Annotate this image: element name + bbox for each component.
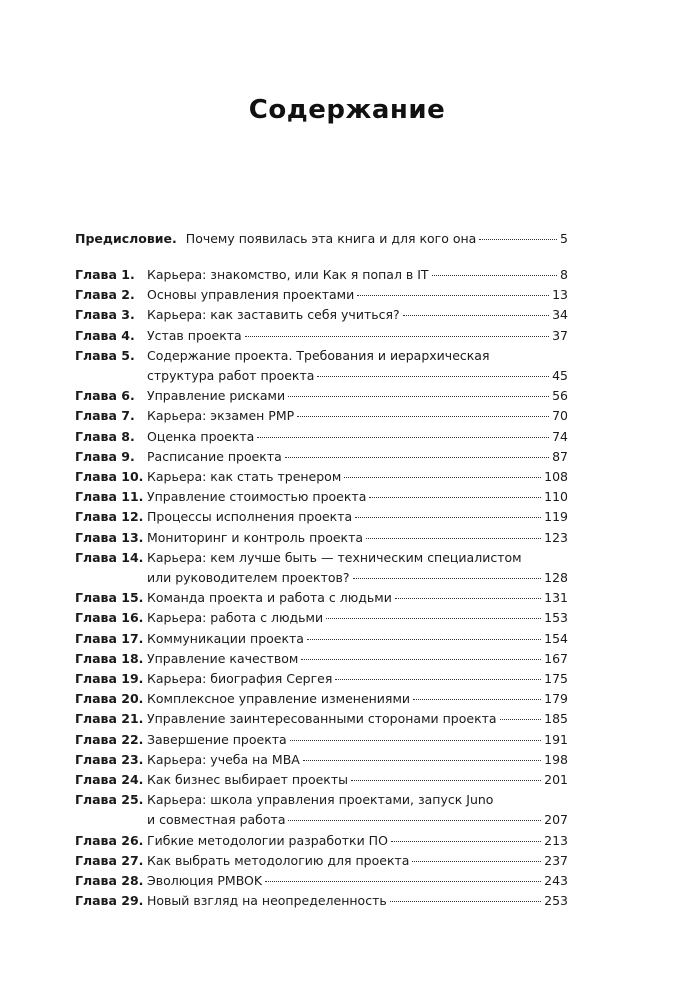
table-of-contents [75,229,568,911]
dot-leader [326,618,541,619]
toc-chapter-entry[interactable] [75,447,568,467]
dot-leader [353,578,542,579]
chapter-label: Глава 22. [75,731,144,747]
chapter-label: Глава 19. [75,671,144,686]
dot-leader [403,315,549,316]
chapter-title-row [147,831,568,851]
chapter-title-block [147,750,568,770]
dot-leader [366,538,541,539]
toc-chapter-entry[interactable] [75,467,568,487]
toc-chapter-entry[interactable] [75,386,568,406]
chapter-title: Команда проекта и работа с людьми [147,590,392,606]
chapter-title-row [147,871,568,891]
chapter-title-block [147,709,568,729]
chapter-title-row [147,346,568,366]
chapter-page-number: 201 [544,772,568,788]
chapter-title-block [147,770,568,790]
chapter-title-block [147,588,568,608]
chapter-title-block [147,447,568,467]
chapter-title: и совместная работа [147,812,286,828]
toc-chapter-entry[interactable] [75,406,568,426]
chapter-label: Глава 6. [75,388,135,404]
chapter-list [75,265,568,911]
toc-chapter-entry[interactable] [75,871,568,891]
chapter-title-row [147,528,568,548]
chapter-page-number: 70 [552,408,568,424]
toc-chapter-entry[interactable] [75,851,568,871]
chapter-title-block [147,790,568,830]
chapter-title-row [147,487,568,507]
chapter-title-block [147,730,568,750]
chapter-title-block [147,507,568,527]
chapter-title: Карьера: знакомство, или Как я попал в IT [147,267,429,282]
toc-chapter-entry[interactable] [75,285,568,305]
chapter-title-row [147,568,568,588]
dot-leader [288,820,541,821]
chapter-title: структура работ проекта [147,368,315,383]
chapter-title-row [147,709,568,729]
chapter-title: Карьера: экзамен PMP [147,408,295,424]
chapter-title-block [147,305,568,325]
chapter-page-number: 185 [544,711,568,727]
dot-leader [245,336,549,337]
chapter-page-number: 56 [552,388,568,404]
dot-leader [301,659,541,660]
chapter-page-number: 13 [552,287,568,303]
chapter-title-block [147,406,568,426]
toc-chapter-entry[interactable] [75,608,568,628]
dot-leader [432,275,557,276]
dot-leader [317,376,549,377]
chapter-label: Глава 7. [75,408,135,424]
page-title: Содержание [248,95,446,125]
toc-chapter-entry[interactable] [75,730,568,750]
chapter-title-block [147,629,568,649]
chapter-page-number: 110 [544,489,568,505]
chapter-label: Глава 26. [75,832,144,848]
chapter-page-number: 191 [544,731,568,747]
toc-chapter-entry[interactable] [75,750,568,770]
dot-leader [355,517,541,518]
chapter-title-block [147,265,568,285]
chapter-title: Карьера: кем лучше быть — техническим специалистом [147,549,522,565]
chapter-title: Процессы исполнения проекта [147,509,353,525]
chapter-title: Как бизнес выбирает проекты [147,772,349,788]
chapter-label: Глава 15. [75,590,144,606]
chapter-label: Глава 24. [75,772,144,788]
chapter-title-row [147,629,568,649]
chapter-title: Управление качеством [147,650,299,666]
chapter-label: Глава 12. [75,509,144,525]
chapter-title-block [147,346,568,386]
chapter-title-row [147,851,568,871]
toc-chapter-entry[interactable] [75,770,568,790]
chapter-title-block [147,427,568,447]
chapter-label: Глава 25. [75,792,144,808]
chapter-title: Новый взгляд на неопределенность [147,893,387,909]
chapter-title-row [147,427,568,447]
chapter-label: Глава 20. [75,691,144,707]
chapter-page-number: 213 [544,832,568,848]
chapter-title: Карьера: как заставить себя учиться? [147,307,400,323]
chapter-title: Управление стоимостью проекта [147,489,367,505]
toc-chapter-entry[interactable] [75,548,568,588]
chapter-title: Завершение проекта [147,731,287,747]
chapter-label: Глава 1. [75,267,135,282]
chapter-label: Глава 4. [75,327,135,343]
chapter-title-row [147,447,568,467]
chapter-page-number: 237 [544,852,568,868]
chapter-page-number: 179 [544,691,568,707]
toc-chapter-entry[interactable] [75,689,568,709]
chapter-title: Гибкие методологии разработки ПО [147,832,388,848]
dot-leader [395,598,541,599]
toc-preface-entry[interactable] [75,229,568,251]
chapter-title: Управление рисками [147,388,286,404]
chapter-title: Эволюция PMBOK [147,873,263,888]
chapter-title-block [147,649,568,669]
chapter-title-block [147,891,568,911]
toc-chapter-entry[interactable] [75,305,568,325]
chapter-title: Карьера: биография Сергея [147,671,333,686]
chapter-title-block [147,528,568,548]
toc-chapter-entry[interactable] [75,265,568,285]
chapter-label: Глава 27. [75,852,144,868]
chapter-title-block [147,608,568,628]
chapter-title-block [147,669,568,689]
toc-chapter-entry[interactable] [75,507,568,527]
chapter-label: Глава 11. [75,489,144,505]
chapter-label: Глава 10. [75,469,144,484]
toc-chapter-entry[interactable] [75,487,568,507]
chapter-label: Глава 18. [75,650,144,666]
chapter-title-row [147,689,568,709]
chapter-page-number: 34 [552,307,568,323]
chapter-title-row [147,326,568,346]
toc-chapter-entry[interactable] [75,588,568,608]
chapter-label: Глава 29. [75,893,144,909]
chapter-page-number: 108 [544,469,568,484]
dot-leader [307,639,541,640]
chapter-title-block [147,285,568,305]
chapter-page-number: 123 [544,529,568,545]
preface-title: Почему появилась эта книга и для кого она [185,231,477,246]
chapter-title-row [147,386,568,406]
toc-chapter-entry[interactable] [75,891,568,911]
dot-leader [297,416,549,417]
chapter-label: Глава 28. [75,873,144,888]
dot-leader [335,679,541,680]
toc-chapter-entry[interactable] [75,831,568,851]
chapter-page-number: 45 [552,368,568,383]
chapter-page-number: 253 [544,893,568,909]
chapter-page-number: 198 [544,751,568,767]
chapter-title-row [147,891,568,911]
dot-leader [413,699,541,700]
dot-leader [391,841,541,842]
dot-leader [500,719,542,720]
chapter-title: Карьера: работа с людьми [147,610,324,626]
chapter-title-row [147,750,568,770]
toc-chapter-entry[interactable] [75,629,568,649]
chapter-title-block [147,548,568,588]
toc-chapter-entry[interactable] [75,528,568,548]
chapter-title-row [147,669,568,689]
chapter-title-row [147,285,568,305]
chapter-label: Глава 5. [75,347,135,363]
chapter-label: Глава 2. [75,287,135,303]
chapter-title: Расписание проекта [147,448,282,464]
chapter-title-row [147,406,568,426]
chapter-title: Комплексное управление изменениями [147,691,411,707]
chapter-label: Глава 16. [75,610,144,626]
chapter-title-block [147,467,568,487]
toc-chapter-entry[interactable] [75,709,568,729]
chapter-title-row [147,305,568,325]
chapter-title-row [147,265,568,285]
chapter-title: Коммуникации проекта [147,630,304,646]
chapter-label: Глава 17. [75,630,144,646]
chapter-page-number: 131 [544,590,568,606]
chapter-label: Глава 21. [75,711,144,727]
toc-chapter-entry[interactable] [75,669,568,689]
chapter-title-row [147,548,568,568]
toc-chapter-entry[interactable] [75,790,568,830]
dot-leader [357,295,549,296]
chapter-title-row [147,366,568,386]
chapter-title: Как выбрать методологию для проекта [147,852,410,868]
chapter-title-block [147,689,568,709]
chapter-title-block [147,851,568,871]
preface-page-number: 5 [560,231,568,246]
dot-leader [369,497,541,498]
chapter-title-block [147,386,568,406]
chapter-title-block [147,487,568,507]
dot-leader [479,239,557,240]
dot-leader [265,881,541,882]
chapter-title: Карьера: школа управления проектами, запуск Juno [147,792,494,808]
chapter-title: Основы управления проектами [147,287,355,303]
chapter-title: Карьера: как стать тренером [147,469,342,484]
chapter-page-number: 128 [544,570,568,585]
chapter-title-row [147,608,568,628]
preface-label: Предисловие. [75,231,177,246]
chapter-page-number: 175 [544,671,568,686]
chapter-label: Глава 8. [75,428,135,444]
chapter-title-row [147,507,568,527]
chapter-title-row [147,588,568,608]
dot-leader [285,457,549,458]
dot-leader [290,740,541,741]
dot-leader [344,477,541,478]
chapter-title-row [147,467,568,487]
chapter-title-row [147,810,568,830]
dot-leader [257,437,549,438]
chapter-title-row [147,730,568,750]
chapter-title: Устав проекта [147,327,242,343]
chapter-title-row [147,770,568,790]
chapter-page-number: 119 [544,509,568,525]
chapter-page-number: 243 [544,873,568,888]
chapter-title: Карьера: учеба на MBA [147,751,300,767]
dot-leader [288,396,549,397]
chapter-page-number: 207 [544,812,568,828]
chapter-page-number: 37 [552,327,568,343]
chapter-title-row [147,649,568,669]
chapter-title: или руководителем проектов? [147,570,350,585]
chapter-label: Глава 3. [75,307,135,323]
chapter-label: Глава 14. [75,549,144,565]
dot-leader [351,780,541,781]
chapter-title-block [147,871,568,891]
toc-chapter-entry[interactable] [75,326,568,346]
chapter-title: Содержание проекта. Требования и иерархическая [147,347,490,363]
chapter-page-number: 153 [544,610,568,626]
chapter-page-number: 167 [544,650,568,666]
toc-chapter-entry[interactable] [75,649,568,669]
chapter-page-number: 8 [560,267,568,282]
chapter-page-number: 74 [552,428,568,444]
chapter-title: Оценка проекта [147,428,255,444]
chapter-title-block [147,326,568,346]
chapter-title: Управление заинтересованными сторонами проекта [147,711,497,727]
chapter-title-block [147,831,568,851]
chapter-label: Глава 13. [75,529,144,545]
chapter-page-number: 87 [552,448,568,464]
dot-leader [412,861,541,862]
dot-leader [390,901,541,902]
chapter-label: Глава 23. [75,751,144,767]
toc-chapter-entry[interactable] [75,427,568,447]
chapter-title: Мониторинг и контроль проекта [147,529,364,545]
chapter-label: Глава 9. [75,448,135,464]
toc-chapter-entry[interactable] [75,346,568,386]
chapter-page-number: 154 [544,630,568,646]
dot-leader [303,760,541,761]
chapter-title-row [147,790,568,810]
